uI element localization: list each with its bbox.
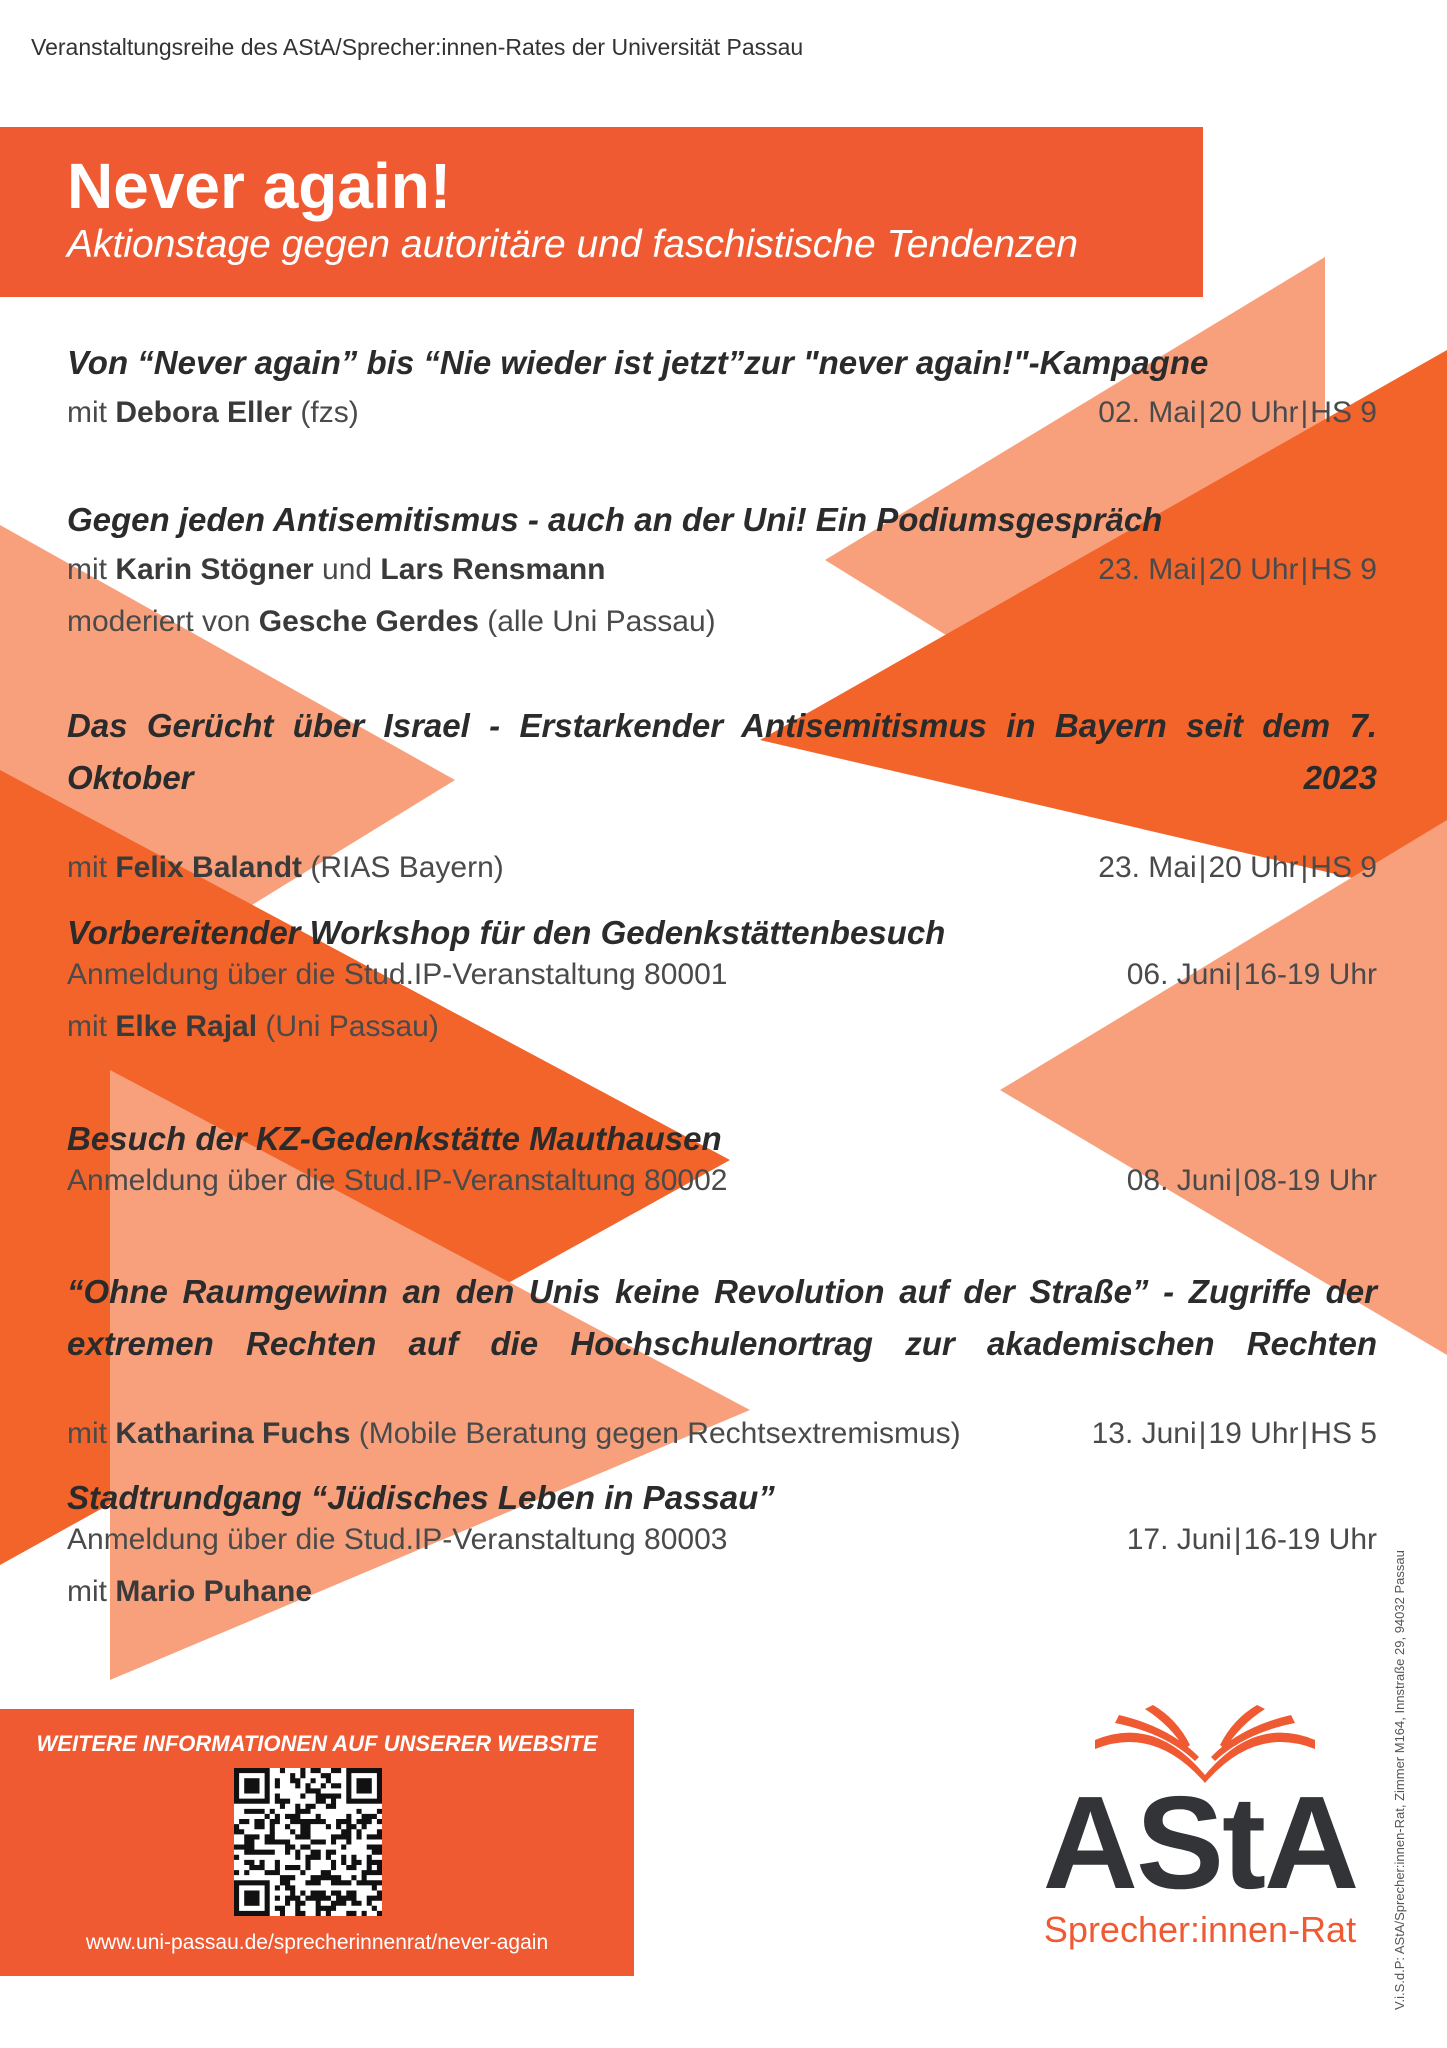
event-room: HS 5 [1310,1417,1377,1450]
event-speaker-row [67,1568,1377,1616]
speaker-name: Elke Rajal [115,1010,258,1043]
event-date: 08. Juni [1126,1164,1232,1197]
event-item [67,1472,1377,1616]
separator: | [1233,1164,1242,1197]
event-time: 16-19 Uhr [1243,1523,1377,1556]
separator: | [1233,958,1242,991]
page-title: Never again! [67,150,452,222]
event-date: 23. Mai [1098,553,1197,586]
event-item [67,337,1377,437]
series-heading: Veranstaltungsreihe des AStA/Sprecher:innen-Rates der Universität Passau [31,34,804,60]
separator: | [1198,1417,1207,1450]
registration-note: Anmeldung über die Stud.IP-Veranstaltung 80002 [67,1164,728,1197]
speaker-prefix: mit [67,396,116,429]
speaker-prefix: mit [67,851,116,884]
event-item [67,907,1377,1051]
event-title: Stadtrundgang “Jüdisches Leben in Passau” [67,1479,775,1516]
speaker-affiliation: (Mobile Beratung gegen Rechtsextremismus) [350,1417,961,1450]
speaker-name: Mario Puhane [115,1575,313,1608]
event-date-time [1098,389,1377,437]
separator: | [1198,396,1207,429]
speaker-name: Karin Stögner [115,553,314,586]
speaker-affiliation: (fzs) [292,396,359,429]
event-speaker-row [67,1003,1377,1051]
qr-code[interactable] [234,1768,382,1916]
speaker-prefix: mit [67,1575,116,1608]
moderator-name: Gesche Gerdes [258,605,479,638]
separator: | [1198,851,1207,884]
speaker-name: Debora Eller [115,396,293,429]
separator: | [1198,553,1207,586]
event-room: HS 9 [1310,851,1377,884]
imprint-text: V.i.S.d.P: AStA/Sprecher:innen-Rat, Zimmer M164, Innstraße 29, 94032 Passau [1392,1550,1407,2010]
event-date-time [1098,844,1377,892]
event-title: Vorbereitender Workshop für den Gedenkstättenbesuch [67,914,946,951]
event-item [67,494,1377,646]
event-date: 13. Juni [1091,1417,1197,1450]
event-title: Besuch der KZ-Gedenkstätte Mauthausen [67,1120,722,1157]
event-time: 16-19 Uhr [1243,958,1377,991]
asta-logo [1010,1705,1390,1965]
event-time: 19 Uhr [1208,1417,1299,1450]
event-speaker-row [67,1410,1377,1458]
event-title: Das Gerücht über Israel - Erstarkender Antisemitismus in Bayern seit dem 7. Oktober 2023 [67,707,1377,796]
event-date-time [1127,951,1377,999]
event-date-time [1127,1516,1377,1564]
speaker-name: Lars Rensmann [380,553,606,586]
event-time: 20 Uhr [1208,851,1299,884]
event-time: 08-19 Uhr [1243,1164,1377,1197]
event-date-time [1092,1410,1377,1458]
event-moderator-row [67,598,1377,646]
website-link[interactable]: www.uni-passau.de/sprecherinnenrat/never-again [85,1931,549,1954]
event-speaker-row [67,844,1377,892]
speaker-affiliation: (Uni Passau) [257,1010,439,1043]
separator: | [1300,1417,1309,1450]
separator: | [1300,851,1309,884]
event-time: 20 Uhr [1208,553,1299,586]
event-item [67,1266,1377,1458]
event-item [67,1113,1377,1205]
registration-note: Anmeldung über die Stud.IP-Veranstaltung 80003 [67,1523,728,1556]
registration-note: Anmeldung über die Stud.IP-Veranstaltung 80001 [67,958,728,991]
event-registration-row [67,1516,1377,1564]
page-subtitle: Aktionstage gegen autoritäre und faschistische Tendenzen [67,223,1079,266]
logo-wordmark: AStA [1042,1769,1358,1916]
event-date: 17. Juni [1126,1523,1232,1556]
separator: | [1300,553,1309,586]
event-date-time [1098,546,1377,594]
event-date-time [1127,1157,1377,1205]
event-date: 23. Mai [1098,851,1197,884]
event-date: 06. Juni [1126,958,1232,991]
moderator-prefix: moderiert von [67,605,259,638]
speaker-name: Katharina Fuchs [115,1417,351,1450]
moderator-affiliation: (alle Uni Passau) [478,605,716,638]
website-info-box [0,1709,634,1976]
info-heading: WEITERE INFORMATIONEN AUF UNSERER WEBSITE [36,1731,598,1756]
speaker-name: Felix Balandt [115,851,303,884]
event-title: Gegen jeden Antisemitismus - auch an der Uni! Ein Podiumsgespräch [67,501,1163,538]
logo-subtitle: Sprecher:innen-Rat [1043,1909,1357,1950]
event-item [67,700,1377,892]
event-room: HS 9 [1310,553,1377,586]
event-title: “Ohne Raumgewinn an den Unis keine Revolution auf der Straße” - Zugriffe der extremen Rechten auf die Hochschulenortrag zur akademischen Rechten [67,1273,1377,1362]
separator: | [1233,1523,1242,1556]
speaker-prefix: mit [67,1010,116,1043]
event-title: Von “Never again” bis “Nie wieder ist jetzt”zur "never again!"-Kampagne [67,344,1209,381]
event-room: HS 9 [1310,396,1377,429]
event-date: 02. Mai [1098,396,1197,429]
speaker-prefix: mit [67,1417,116,1450]
speaker-prefix: mit [67,553,116,586]
event-time: 20 Uhr [1208,396,1299,429]
event-registration-row [67,951,1377,999]
separator: | [1300,396,1309,429]
event-registration-row [67,1157,1377,1205]
title-banner [0,127,1203,297]
event-speaker-row [67,546,1377,594]
speaker-affiliation: (RIAS Bayern) [302,851,504,884]
event-speaker-row [67,389,1377,437]
speaker-conjunction: und [313,553,381,586]
